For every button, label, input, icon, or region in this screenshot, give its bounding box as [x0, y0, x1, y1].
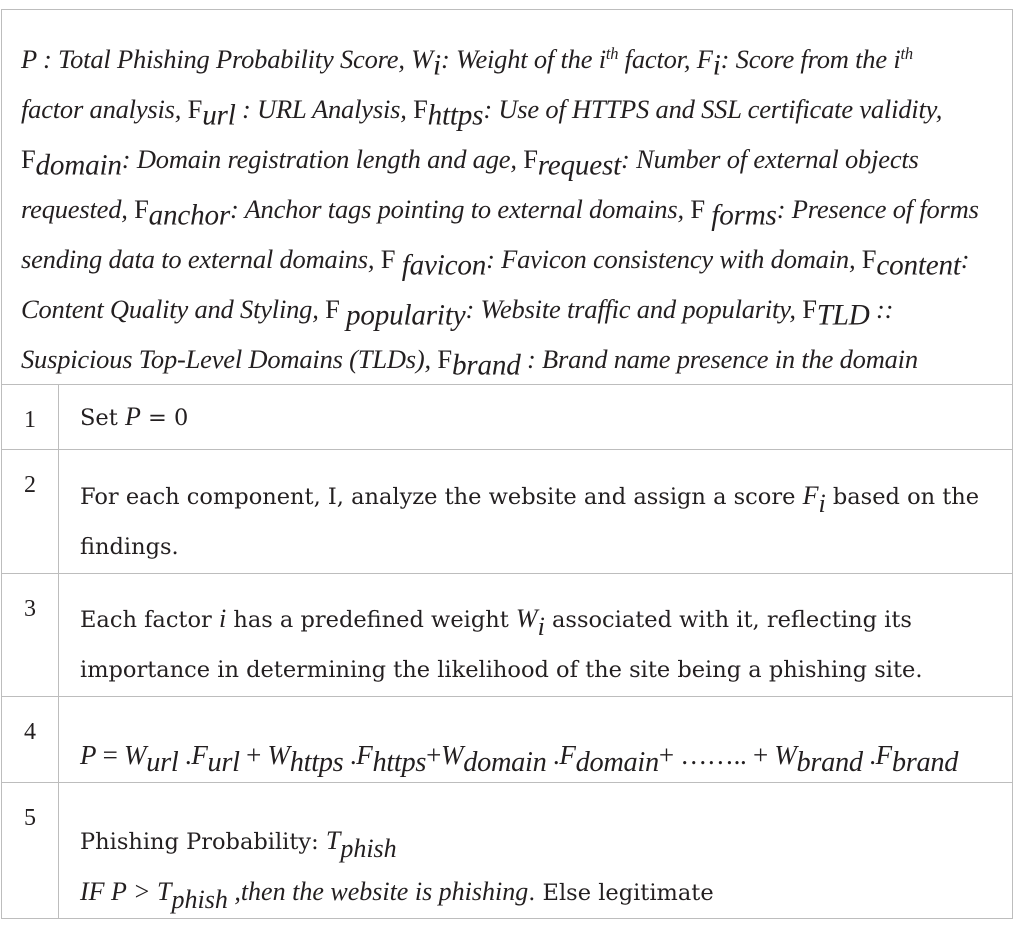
step-line: Each factor i has a predefined weight Wi associated with it, reflecting its — [80, 604, 912, 641]
step-row — [2, 574, 1013, 697]
step-text — [59, 697, 1013, 783]
step-row — [2, 783, 1013, 919]
step-row — [2, 450, 1013, 574]
step-number: 5 — [2, 783, 59, 919]
step-row — [2, 697, 1013, 783]
step-row — [2, 385, 1013, 450]
step-text — [59, 783, 1013, 919]
step-line: importance in determining the likelihood of the site being a phishing site. — [80, 657, 923, 683]
definitions-line: factor analysis, Furl : URL Analysis, Fhttps: Use of HTTPS and SSL certificate validity, — [21, 94, 943, 132]
step-number: 3 — [2, 574, 59, 697]
definitions-line: sending data to external domains, F favicon: Favicon consistency with domain, Fcontent: — [21, 244, 970, 282]
definitions-line: P : Total Phishing Probability Score, Wi: Weight of the $i^{th}$ factor, Fi: Score from the $i^{th}$ — [21, 43, 913, 82]
step-text — [59, 574, 1013, 697]
definitions-line: Suspicious Top-Level Domains (TLDs), Fbrand : Brand name presence in the domain — [21, 344, 918, 382]
step-text: Set P = 0 — [59, 385, 1013, 450]
step-text — [59, 450, 1013, 574]
definitions-line: Content Quality and Styling, F popularity: Website traffic and popularity, FTLD :: — [21, 294, 894, 332]
step-line: findings. — [80, 534, 179, 560]
definitions-cell — [2, 10, 1013, 385]
step-line: For each component, I, analyze the website and assign a score Fi based on the — [80, 481, 980, 518]
probability-formula: P = Wurl .Furl + Whttps .Fhttps+Wdomain .Fdomain+ …….. + Wbrand .Fbrand — [80, 740, 959, 779]
step-number: 1 — [2, 385, 59, 450]
definitions-line: requested, Fanchor: Anchor tags pointing to external domains, F forms: Presence of forms — [21, 194, 979, 232]
step-number: 2 — [2, 450, 59, 574]
definitions-line: Fdomain: Domain registration length and age, Frequest: Number of external objects — [21, 144, 919, 182]
step-line: Phishing Probability: Tphish — [80, 826, 397, 863]
step-line: IF P > Tphish ,then the website is phishing. Else legitimate — [80, 877, 714, 914]
definitions-row — [2, 10, 1013, 385]
algorithm-table — [1, 9, 1013, 919]
step-number: 4 — [2, 697, 59, 783]
